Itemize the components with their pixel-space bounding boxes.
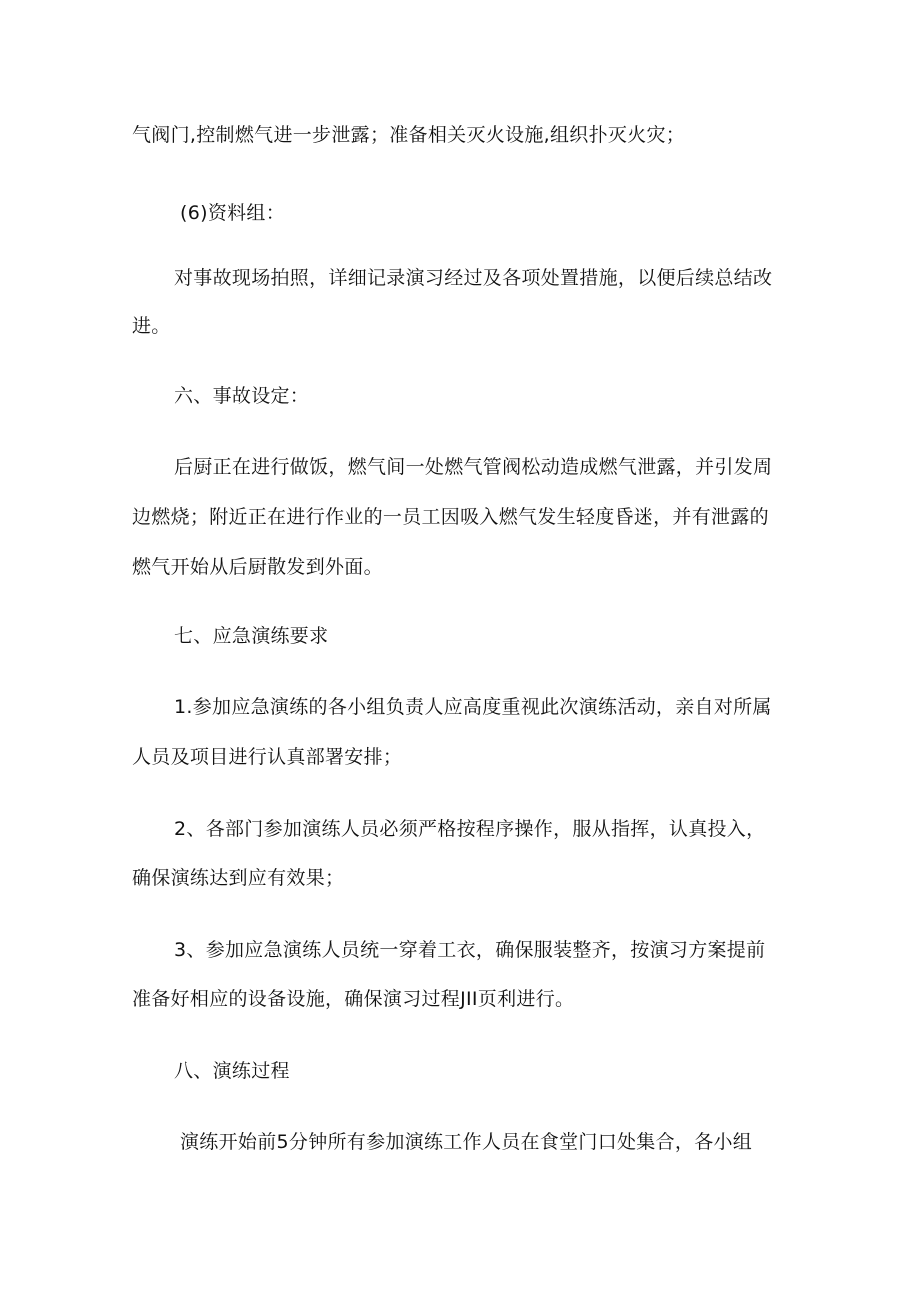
section-heading: 六、事故设定： [174, 385, 310, 407]
section-heading: (6)资料组： [180, 202, 286, 224]
paragraph-line: 进。 [132, 315, 171, 337]
section-heading: 七、应急演练要求 [174, 625, 329, 647]
paragraph-line: 准备好相应的设备设施，确保演习过程JII页利进行。 [132, 988, 575, 1010]
paragraph-line: 气阀门,控制燃气进一步泄露；准备相关灭火设施,组织扑灭火灾； [132, 124, 686, 146]
paragraph-line: 人员及项目进行认真部署安排； [132, 746, 403, 768]
paragraph-line: 燃气开始从后厨散发到外面。 [132, 556, 383, 578]
paragraph-line: 1.参加应急演练的各小组负责人应高度重视此次演练活动，亲自对所属 [174, 696, 772, 718]
paragraph-line: 3、参加应急演练人员统一穿着工衣，确保服装整齐，按演习方案提前 [174, 939, 766, 961]
paragraph-line: 2、各部门参加演练人员必须严格按程序操作，服从指挥，认真投入， [174, 818, 766, 840]
paragraph-line: 演练开始前5分钟所有参加演练工作人员在食堂门口处集合，各小组 [180, 1131, 753, 1153]
paragraph-line: 对事故现场拍照，详细记录演习经过及各项处置措施，以便后续总结改 [174, 267, 773, 289]
paragraph-line: 后厨正在进行做饭，燃气间一处燃气管阀松动造成燃气泄露，并引发周 [174, 456, 773, 478]
section-heading: 八、演练过程 [174, 1060, 290, 1082]
paragraph-line: 边燃烧；附近正在进行作业的一员工因吸入燃气发生轻度昏迷，并有泄露的 [132, 506, 769, 528]
paragraph-line: 确保演练达到应有效果； [132, 867, 345, 889]
